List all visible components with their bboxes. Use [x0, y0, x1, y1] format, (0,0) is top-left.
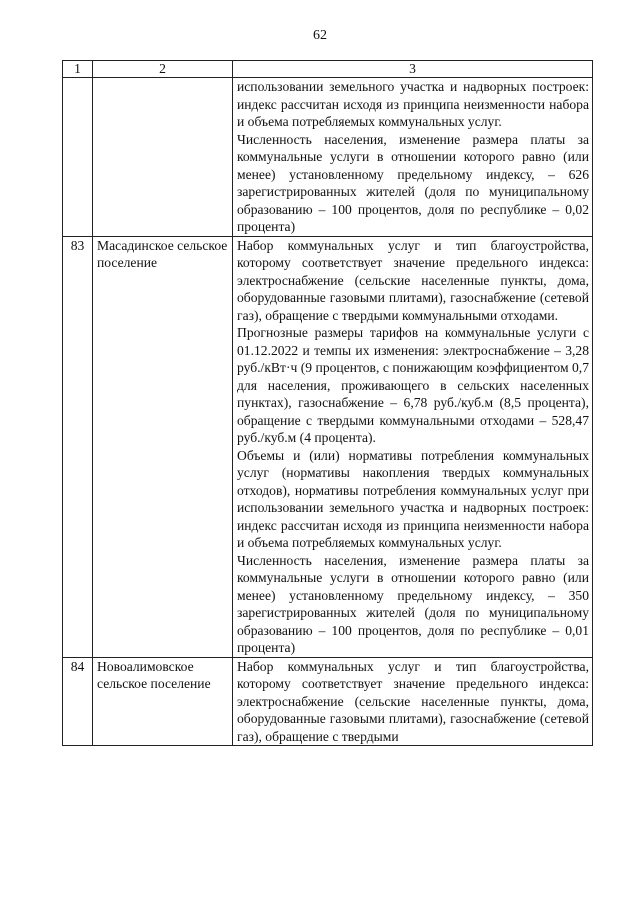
paragraph: Прогнозные размеры тарифов на коммунальные услуги с 01.12.2022 и темпы их изменения: электроснабжение – 3,28 руб./кВт·ч (9 процентов, с понижающим коэффициентом 0,7 для населения, проживающего в сельских населенных пунктах), газоснабжение – 6,78 руб./куб.м (8,5 процента), обращение с твердыми коммунальными отходами – 528,47 руб./куб.м (4 процента).: [237, 325, 589, 445]
table-row: [63, 236, 593, 657]
header-col-2: 2: [93, 61, 233, 78]
paragraph: Набор коммунальных услуг и тип благоустройства, которому соответствует значение предельного индекса: электроснабжение (сельские населенные пункты, дома, оборудованные газовыми плитами), газоснабжение (сетевой газ), обращение с твердыми коммунальными отходами.: [237, 237, 589, 323]
tariff-table: [62, 60, 593, 746]
row-number: 84: [63, 657, 93, 746]
settlement-name: Новоалимовское сельское поселение: [93, 657, 233, 746]
settlement-name: [93, 78, 233, 237]
row-number: [63, 78, 93, 237]
row-description: [233, 236, 593, 657]
paragraph: Численность населения, изменение размера платы за коммунальные услуги в отношении которого равно (или менее) установленному предельному индексу, – 350 зарегистрированных жителей (доля по муниципальному образованию – 100 процентов, доля по республике – 0,01 процента): [237, 552, 589, 655]
table-row: [63, 657, 593, 746]
header-col-3: 3: [233, 61, 593, 78]
settlement-name: Масадинское сельское поселение: [93, 236, 233, 657]
row-description: [233, 657, 593, 746]
page-number: 62: [313, 28, 327, 43]
paragraph: Численность населения, изменение размера платы за коммунальные услуги в отношении которого равно (или менее) установленному предельному индексу, – 626 зарегистрированных жителей (доля по муниципальному образованию – 100 процентов, доля по республике – 0,02 процента): [237, 131, 589, 234]
row-number: 83: [63, 236, 93, 657]
paragraph: Объемы и (или) нормативы потребления коммунальных услуг (нормативы накопления твердых коммунальных отходов), нормативы потребления коммунальных услуг при использовании земельного участка и надворных построек: индекс рассчитан исходя из принципа неизменности набора и объема потребляемых коммунальных услуг.: [237, 447, 589, 550]
paragraph: использовании земельного участка и надворных построек: индекс рассчитан исходя из принципа неизменности набора и объема потребляемых коммунальных услуг.: [237, 79, 589, 129]
table-row: [63, 78, 593, 237]
table-header-row: [63, 61, 593, 78]
header-col-1: 1: [63, 61, 93, 78]
row-description: [233, 78, 593, 237]
paragraph: Набор коммунальных услуг и тип благоустройства, которому соответствует значение предельного индекса: электроснабжение (сельские населенные пункты, дома, оборудованные газовыми плитами), газоснабжение (сетевой газ), обращение с твердыми: [237, 658, 589, 744]
